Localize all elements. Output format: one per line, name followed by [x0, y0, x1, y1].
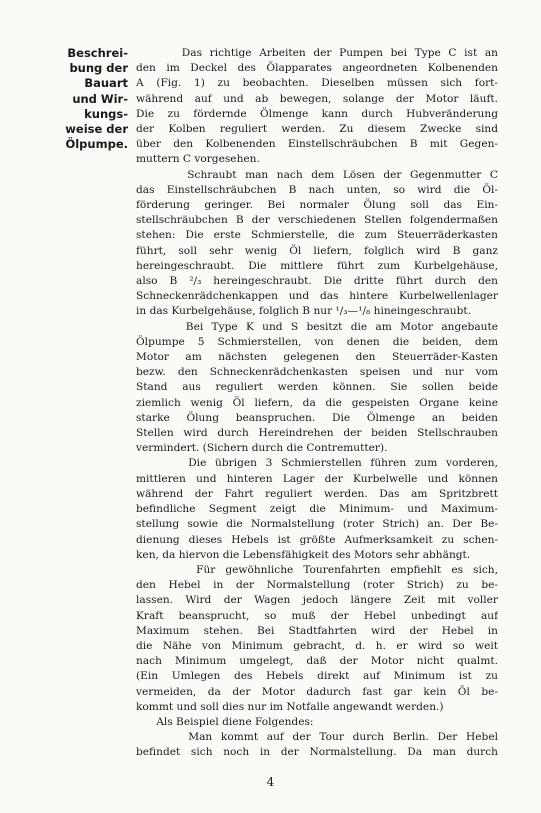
margin-heading-line: kungs- [84, 106, 128, 121]
text-line: dienung dieses Hebels ist größte Aufmerksamkeit zu schen- [136, 533, 498, 546]
text-line: Schneckenrädchenkappen und das hintere Kurbelwellenlager [136, 290, 498, 303]
text-line: führt, soll sehr wenig Öl liefern, folglich wird B ganz [136, 244, 498, 257]
text-line: den Hebel in der Normalstellung (roter Strich) zu be- [136, 579, 498, 592]
text-line: den im Deckel des Ölapparates angeordneten Kolbenenden [136, 62, 498, 75]
text-line: Die zu fördernde Ölmenge kann durch Hubveränderung [136, 107, 498, 120]
text-line: das Einstellschräubchen B nach unten, so wird die Öl- [136, 183, 498, 196]
margin-heading [58, 46, 128, 152]
text-line: muttern C vorgesehen. [136, 153, 260, 166]
text-line: während auf und ab bewegen, solange der Motor läuft. [136, 92, 498, 105]
text-line: A (Fig. 1) zu beobachten. Dieselben müssen sich fort- [136, 77, 498, 90]
text-line: Man kommt auf der Tour durch Berlin. Der Hebel [136, 731, 498, 744]
margin-heading-line: bung der [69, 61, 128, 76]
text-line: Schraubt man nach dem Lösen der Gegenmutter C [136, 168, 498, 181]
text-line: förderung geringer. Bei normaler Ölung soll das Ein- [136, 199, 498, 212]
text-line: ziemlich wenig Öl liefern, da die gespeisten Organe keine [136, 396, 498, 409]
text-line: lassen. Wird der Wagen jedoch längere Zeit mit voller [136, 594, 498, 607]
text-line: vermeiden, da der Motor dadurch fast gar kein Öl be- [136, 685, 498, 698]
text-line: befindet sich noch in der Normalstellung. Da man durch [136, 746, 498, 759]
text-line: ken, da hiervon die Lebensfähigkeit des Motors sehr abhängt. [136, 548, 471, 561]
text-line: der Kolben reguliert werden. Zu diesem Zwecke sind [136, 123, 498, 136]
text-line: vermindert. (Sichern durch die Contremutter). [136, 442, 388, 455]
text-line: Ölpumpe 5 Schmierstellen, von denen die beiden, dem [136, 335, 498, 348]
text-line: stellschräubchen B der verschiedenen Stellen folgendermaßen [136, 214, 498, 227]
text-line: stehen: Die erste Schmierstelle, die zum Steuerräderkasten [136, 229, 498, 242]
text-line: befindliche Segment zeigt die Minimum- und Maximum- [136, 503, 498, 516]
text-line: Für gewöhnliche Tourenfahrten empfiehlt es sich, [136, 563, 498, 576]
page-number: 4 [266, 775, 275, 789]
text-line: Als Beispiel diene Folgendes: [136, 715, 314, 728]
text-line: in das Kurbelgehäuse, folglich B nur ¹/₃—¹/₈ hineingeschraubt. [136, 305, 471, 318]
body-text [136, 46, 498, 761]
text-line: Bei Type K und S besitzt die am Motor angebaute [136, 320, 498, 333]
text-line: bezw. den Schneckenrädchenkasten speisen und nur vom [136, 366, 498, 379]
text-line: während der Fahrt reguliert werden. Das am Spritzbrett [136, 487, 498, 500]
margin-heading-line: Beschrei- [67, 46, 128, 60]
text-line: Stand aus reguliert werden können. Sie sollen beide [136, 381, 498, 394]
text-line: Stellen wird durch Hereindrehen der beiden Stellschrauben [136, 427, 498, 440]
text-line: Kraft beansprucht, so muß der Hebel unbedingt auf [136, 609, 498, 622]
text-line: (Ein Umlegen des Hebels direkt auf Minimum ist zu [136, 670, 498, 683]
text-line: mittleren und hinteren Lager der Kurbelwelle und können [136, 472, 498, 485]
text-line: hereingeschraubt. Die mittlere führt zum Kurbelgehäuse, [136, 259, 498, 272]
text-line: stellung sowie die Normalstellung (roter Strich) an. Der Be- [136, 518, 498, 531]
text-line: Motor am nächsten gelegenen den Steuerräder-Kasten [136, 351, 498, 364]
text-line: also B ²/₃ hereingeschraubt. Die dritte führt durch den [136, 275, 498, 288]
margin-heading-line: weise der [65, 122, 128, 137]
text-line: Maximum stehen. Bei Stadtfahrten wird der Hebel in [136, 624, 498, 637]
margin-heading-line: Ölpumpe. [65, 137, 128, 152]
margin-heading-line: Bauart [84, 76, 128, 91]
margin-heading-line: und Wir- [72, 91, 128, 106]
text-line: nach Minimum umgelegt, daß der Motor nicht qualmt. [136, 655, 498, 668]
text-line: starke Ölung beanspruchen. Die Ölmenge an beiden [136, 411, 498, 424]
text-line: die Nähe von Minimum gebracht, d. h. er wird so weit [136, 639, 498, 652]
text-line: über den Kolbenenden Einstellschräubchen B mit Gegen- [136, 138, 498, 151]
text-line: kommt und soll dies nur im Notfalle angewandt werden.) [136, 700, 444, 713]
text-line: Das richtige Arbeiten der Pumpen bei Type C ist an [136, 47, 498, 59]
text-line: Die übrigen 3 Schmierstellen führen zum vorderen, [136, 457, 498, 470]
